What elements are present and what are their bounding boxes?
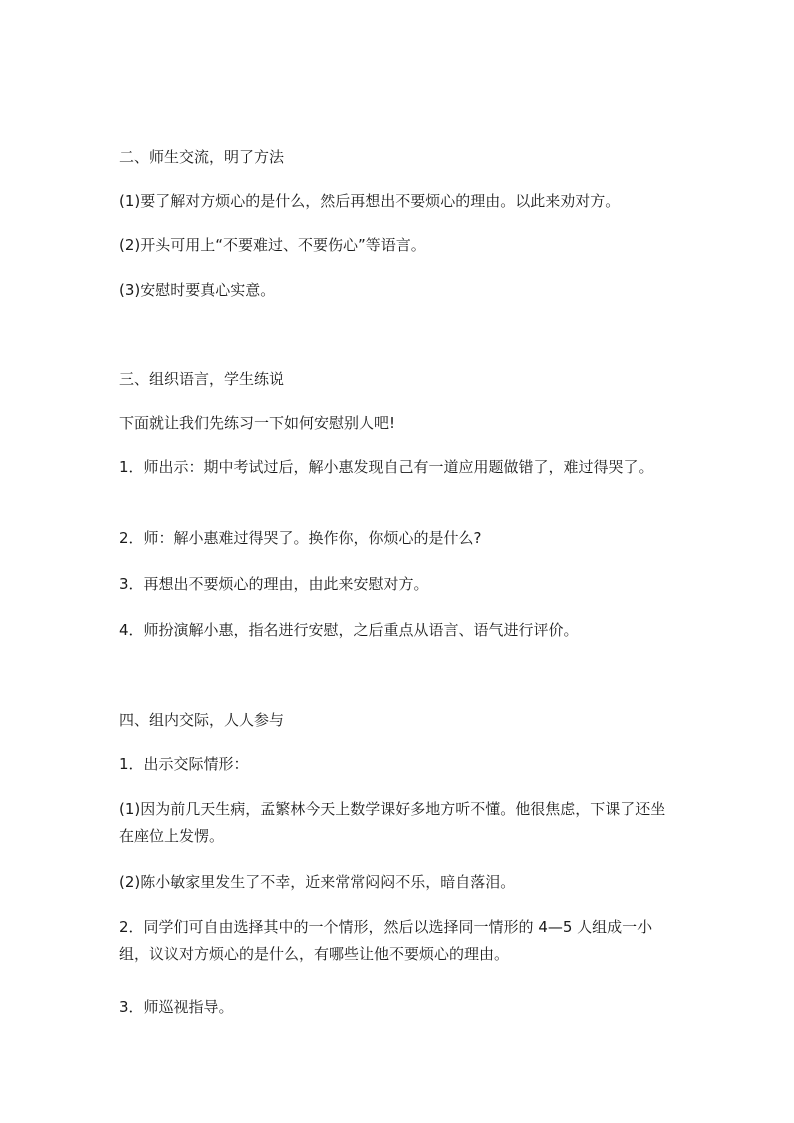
paragraph: (3)安慰时要真心实意。 (119, 281, 276, 299)
paragraph: (2)陈小敏家里发生了不幸，近来常常闷闷不乐，暗自落泪。 (119, 873, 516, 891)
paragraph: 1．出示交际情形： (119, 755, 249, 773)
section-heading-2: 二、师生交流，明了方法 (119, 148, 285, 166)
paragraph: (1)因为前几天生病，孟繁林今天上数学课好多地方听不懂。他很焦虑，下课了还坐在座位上发愣。 (119, 800, 666, 845)
paragraph: 1．师出示：期中考试过后，解小惠发现自己有一道应用题做错了，难过得哭了。 (119, 458, 654, 476)
paragraph: 下面就让我们先练习一下如何安慰别人吧! (119, 414, 396, 432)
paragraph: 2．同学们可自由选择其中的一个情形，然后以选择同一情形的 4—5 人组成一小组，议议对方烦心的是什么，有哪些让他不要烦心的理由。 (119, 918, 653, 963)
paragraph: 2．师：解小惠难过得哭了。换作你，你烦心的是什么? (119, 529, 482, 547)
paragraph: 3．再想出不要烦心的理由，由此来安慰对方。 (119, 575, 429, 593)
paragraph: 4．师扮演解小惠，指名进行安慰，之后重点从语言、语气进行评价。 (119, 621, 579, 639)
paragraph: (2)开头可用上“不要难过、不要伤心”等语言。 (119, 236, 426, 254)
paragraph: 3．师巡视指导。 (119, 998, 234, 1016)
section-heading-4: 四、组内交际，人人参与 (119, 711, 285, 729)
section-heading-3: 三、组织语言，学生练说 (119, 370, 285, 388)
paragraph: (1)要了解对方烦心的是什么，然后再想出不要烦心的理由。以此来劝对方。 (119, 192, 621, 210)
